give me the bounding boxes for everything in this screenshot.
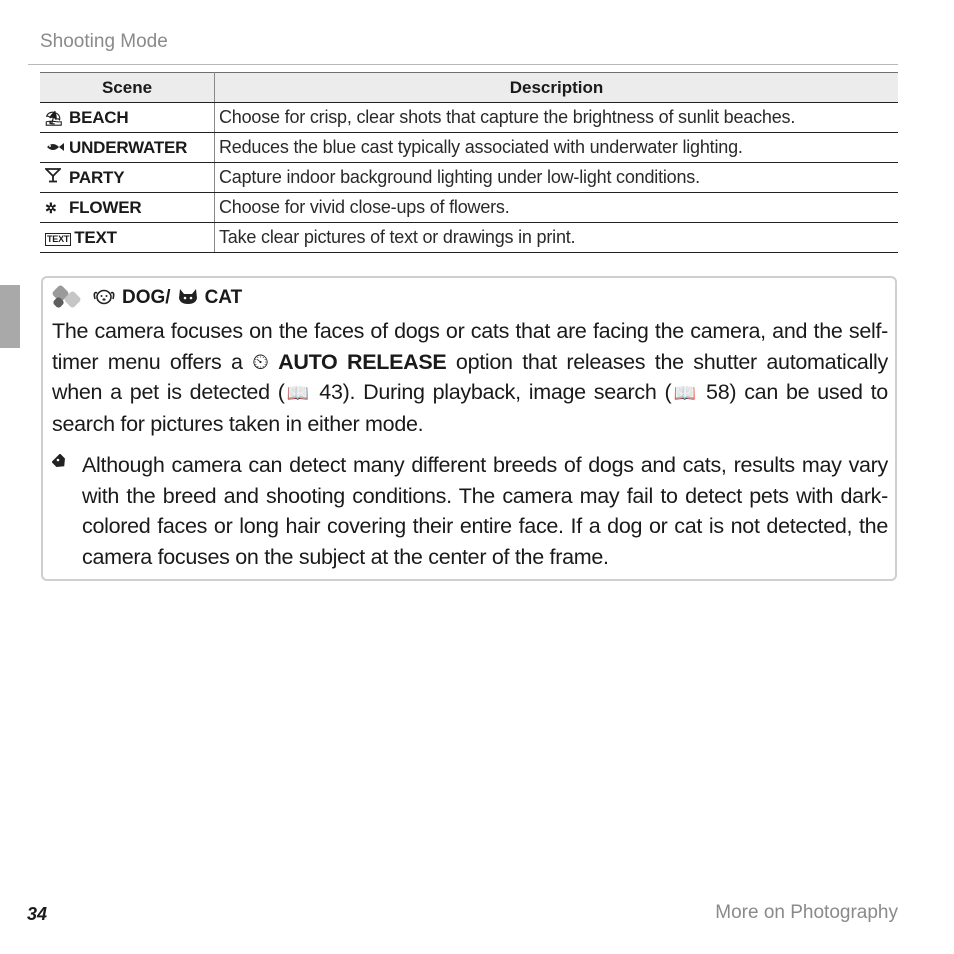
chapter-side-tab	[0, 285, 20, 348]
dog-face-icon	[92, 287, 116, 310]
description-column-header: Description	[215, 73, 899, 103]
table-header-row	[40, 73, 898, 103]
body-text: option that releases the shutter automatically when a pet is detected (	[52, 349, 888, 404]
page-reference: 58	[706, 380, 730, 404]
text-box-icon: TEXT	[47, 233, 70, 244]
table-row	[40, 133, 898, 163]
note-title	[52, 286, 242, 310]
description-cell: Reduces the blue cast typically associated with underwater lighting.	[215, 133, 899, 163]
scene-name: PARTY	[69, 168, 125, 187]
note-tag-icon	[52, 450, 82, 572]
body-text: ). During playback, image search (	[342, 380, 672, 404]
scene-name: FLOWER	[69, 197, 142, 217]
table-row	[40, 163, 898, 193]
running-header: Shooting Mode	[40, 31, 168, 52]
cocktail-icon	[45, 167, 69, 186]
cat-face-icon	[177, 287, 199, 310]
note-body-paragraph	[52, 316, 888, 439]
flower-icon: ✲	[45, 199, 57, 216]
scene-name: UNDERWATER	[69, 137, 188, 157]
book-reference-icon: 📖	[671, 383, 699, 403]
page-number: 34	[27, 904, 48, 924]
table-row	[40, 103, 898, 133]
self-timer-pet-icon: ⏲	[252, 349, 269, 374]
beach-icon: ⛱	[45, 109, 63, 126]
header-rule	[28, 64, 898, 65]
bullet-text: Although camera can detect many different breeds of dogs and cats, results may vary with the breed and shooting conditions. The camera may fail to detect pets with dark-colored faces or long hair covering their entire face. If a dog or cat is not detected, the camera focuses on the subject at the center of the frame.	[82, 453, 888, 569]
description-cell: Take clear pictures of text or drawings in print.	[215, 223, 899, 253]
note-title-dog: DOG/	[122, 287, 171, 308]
hexagon-cluster-icon	[52, 286, 86, 310]
description-cell: Choose for vivid close-ups of flowers.	[215, 193, 899, 223]
body-text: The camera focuses on the faces of dogs or cats that are facing the camera, and the self-timer menu offers a	[52, 319, 888, 374]
scene-cell-text	[40, 223, 215, 253]
scene-name: BEACH	[69, 107, 129, 127]
description-cell: Capture indoor background lighting under low-light conditions.	[215, 163, 899, 193]
description-cell: Choose for crisp, clear shots that capture the brightness of sunlit beaches.	[215, 103, 899, 133]
scene-name: TEXT	[74, 227, 117, 247]
table-row	[40, 193, 898, 223]
dog-cat-note-box	[41, 276, 897, 581]
book-reference-icon: 📖	[284, 383, 312, 403]
fish-icon	[45, 140, 69, 156]
body-text: ) can be used to search for pictures taken in either mode.	[52, 380, 888, 436]
scene-cell-party	[40, 163, 215, 193]
scene-cell-beach	[40, 103, 215, 133]
table-row	[40, 223, 898, 253]
scene-column-header: Scene	[40, 73, 215, 103]
page-reference: 43	[319, 380, 343, 404]
note-title-cat: CAT	[204, 287, 243, 308]
auto-release-label: AUTO RELEASE	[278, 349, 447, 374]
note-bullet	[52, 450, 888, 572]
scene-cell-underwater	[40, 133, 215, 163]
scene-cell-flower	[40, 193, 215, 223]
scene-table	[40, 72, 898, 253]
running-footer: More on Photography	[715, 902, 898, 923]
